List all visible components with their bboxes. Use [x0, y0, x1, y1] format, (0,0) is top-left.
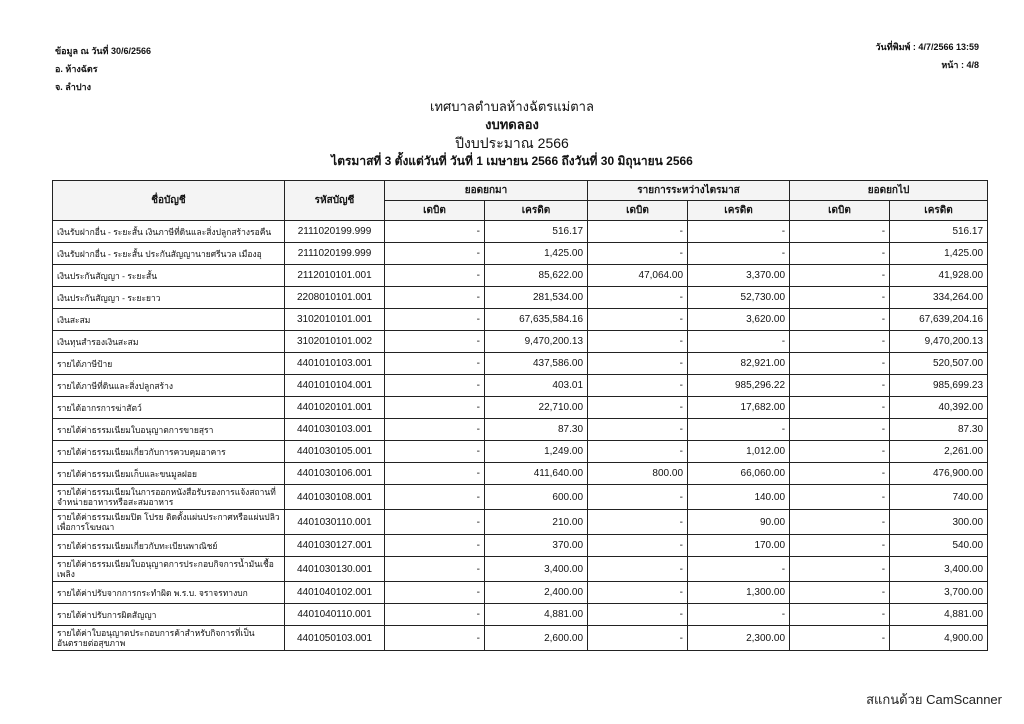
- bf-credit: 370.00: [485, 535, 588, 557]
- bf-debit: -: [385, 331, 485, 353]
- period-debit: -: [588, 441, 688, 463]
- cf-debit: -: [790, 535, 890, 557]
- report-meta-right: [876, 38, 980, 74]
- cf-credit: 476,900.00: [890, 463, 988, 485]
- cf-credit: 87.30: [890, 419, 988, 441]
- cf-credit: 2,261.00: [890, 441, 988, 463]
- bf-debit: -: [385, 510, 485, 535]
- cf-debit: -: [790, 265, 890, 287]
- period-credit: 82,921.00: [688, 353, 790, 375]
- period-debit: -: [588, 535, 688, 557]
- account-code: 4401030108.001: [285, 485, 385, 510]
- bf-credit: 1,249.00: [485, 441, 588, 463]
- account-code: 4401010103.001: [285, 353, 385, 375]
- data-date: ข้อมูล ณ วันที่ 30/6/2566: [55, 46, 152, 56]
- account-name: รายได้ค่าธรรมเนียมปิด โปรย ติดตั้งแผ่นประกาศหรือแผ่นปลิวเพื่อการโฆษณา: [53, 510, 285, 535]
- table-row: [53, 221, 988, 243]
- period-credit: 3,370.00: [688, 265, 790, 287]
- account-code: 3102010101.002: [285, 331, 385, 353]
- table-row: [53, 287, 988, 309]
- bf-credit: 437,586.00: [485, 353, 588, 375]
- bf-debit: -: [385, 243, 485, 265]
- bf-debit: -: [385, 265, 485, 287]
- cf-debit: -: [790, 582, 890, 604]
- header-during-period: รายการระหว่างไตรมาส: [588, 181, 790, 201]
- cf-credit: 516.17: [890, 221, 988, 243]
- table-row: [53, 485, 988, 510]
- cf-credit: 985,699.23: [890, 375, 988, 397]
- bf-debit: -: [385, 309, 485, 331]
- cf-credit: 1,425.00: [890, 243, 988, 265]
- bf-debit: -: [385, 287, 485, 309]
- period-credit: -: [688, 604, 790, 626]
- period-debit: -: [588, 221, 688, 243]
- cf-credit: 540.00: [890, 535, 988, 557]
- header-carried-forward: ยอดยกไป: [790, 181, 988, 201]
- cf-credit: 300.00: [890, 510, 988, 535]
- period-credit: 1,012.00: [688, 441, 790, 463]
- table-row: [53, 309, 988, 331]
- cf-debit: -: [790, 243, 890, 265]
- period-debit: -: [588, 626, 688, 651]
- period-debit: -: [588, 331, 688, 353]
- header-p-credit: เครดิต: [688, 201, 790, 221]
- period-credit: 52,730.00: [688, 287, 790, 309]
- bf-credit: 85,622.00: [485, 265, 588, 287]
- header-cf-debit: เดบิต: [790, 201, 890, 221]
- bf-debit: -: [385, 353, 485, 375]
- table-row: [53, 626, 988, 651]
- bf-credit: 4,881.00: [485, 604, 588, 626]
- account-code: 4401030110.001: [285, 510, 385, 535]
- period-credit: 985,296.22: [688, 375, 790, 397]
- cf-credit: 4,881.00: [890, 604, 988, 626]
- table-row: [53, 604, 988, 626]
- account-name: รายได้ค่าธรรมเนียมใบอนุญาตการขายสุรา: [53, 419, 285, 441]
- account-code: 4401020101.001: [285, 397, 385, 419]
- account-code: 4401010104.001: [285, 375, 385, 397]
- period-debit: -: [588, 557, 688, 582]
- table-row: [53, 331, 988, 353]
- account-name: เงินรับฝากอื่น - ระยะสั้น เงินภาษีที่ดินและสิ่งปลูกสร้างรอคืน: [53, 221, 285, 243]
- bf-credit: 87.30: [485, 419, 588, 441]
- period-credit: -: [688, 557, 790, 582]
- period-debit: -: [588, 604, 688, 626]
- table-row: [53, 419, 988, 441]
- period-debit: -: [588, 353, 688, 375]
- period-credit: 17,682.00: [688, 397, 790, 419]
- period-credit: 3,620.00: [688, 309, 790, 331]
- period-credit: -: [688, 331, 790, 353]
- bf-credit: 67,635,584.16: [485, 309, 588, 331]
- bf-debit: -: [385, 397, 485, 419]
- account-code: 4401030105.001: [285, 441, 385, 463]
- camscanner-watermark: สแกนด้วย CamScanner: [866, 692, 1002, 707]
- header-cf-credit: เครดิต: [890, 201, 988, 221]
- cf-credit: 520,507.00: [890, 353, 988, 375]
- account-name: รายได้ค่าใบอนุญาตประกอบการค้าสำหรับกิจการที่เป็นอันตรายต่อสุขภาพ: [53, 626, 285, 651]
- period-credit: -: [688, 419, 790, 441]
- trial-balance-table: [52, 180, 988, 651]
- bf-credit: 3,400.00: [485, 557, 588, 582]
- account-name: รายได้อากรการฆ่าสัตว์: [53, 397, 285, 419]
- period-debit: -: [588, 243, 688, 265]
- account-name: รายได้ค่าปรับการผิดสัญญา: [53, 604, 285, 626]
- bf-credit: 210.00: [485, 510, 588, 535]
- account-name: รายได้ค่าธรรมเนียมเกี่ยวกับทะเบียนพาณิชย์: [53, 535, 285, 557]
- bf-credit: 1,425.00: [485, 243, 588, 265]
- bf-debit: -: [385, 582, 485, 604]
- cf-debit: -: [790, 441, 890, 463]
- account-name: เงินสะสม: [53, 309, 285, 331]
- fiscal-year: ปีงบประมาณ 2566: [455, 135, 569, 151]
- report-title-block: [0, 98, 1024, 170]
- bf-credit: 2,600.00: [485, 626, 588, 651]
- account-code: 2111020199.999: [285, 243, 385, 265]
- cf-credit: 4,900.00: [890, 626, 988, 651]
- cf-debit: -: [790, 309, 890, 331]
- bf-credit: 281,534.00: [485, 287, 588, 309]
- cf-credit: 40,392.00: [890, 397, 988, 419]
- cf-credit: 3,700.00: [890, 582, 988, 604]
- bf-debit: -: [385, 221, 485, 243]
- bf-debit: -: [385, 557, 485, 582]
- period-debit: -: [588, 375, 688, 397]
- period-credit: -: [688, 243, 790, 265]
- cf-debit: -: [790, 221, 890, 243]
- account-code: 2111020199.999: [285, 221, 385, 243]
- cf-debit: -: [790, 485, 890, 510]
- bf-debit: -: [385, 375, 485, 397]
- district: อ. ห้างฉัตร: [55, 64, 98, 74]
- account-code: 2208010101.001: [285, 287, 385, 309]
- table-row: [53, 375, 988, 397]
- bf-debit: -: [385, 441, 485, 463]
- cf-debit: -: [790, 419, 890, 441]
- account-code: 4401040110.001: [285, 604, 385, 626]
- account-name: เงินรับฝากอื่น - ระยะสั้น ประกันสัญญานายศรีนวล เมืองอุ: [53, 243, 285, 265]
- bf-credit: 9,470,200.13: [485, 331, 588, 353]
- cf-debit: -: [790, 397, 890, 419]
- table-row: [53, 510, 988, 535]
- header-brought-forward: ยอดยกมา: [385, 181, 588, 201]
- period-credit: 1,300.00: [688, 582, 790, 604]
- period-credit: 2,300.00: [688, 626, 790, 651]
- organization-name: เทศบาลตำบลห้างฉัตรแม่ตาล: [430, 99, 594, 114]
- page-number: หน้า : 4/8: [941, 60, 979, 70]
- account-name: เงินประกันสัญญา - ระยะยาว: [53, 287, 285, 309]
- bf-credit: 516.17: [485, 221, 588, 243]
- table-row: [53, 353, 988, 375]
- table-row: [53, 441, 988, 463]
- period-debit: -: [588, 309, 688, 331]
- header-account-code: รหัสบัญชี: [285, 181, 385, 221]
- period-debit: -: [588, 485, 688, 510]
- account-name: รายได้ภาษีป้าย: [53, 353, 285, 375]
- table-row: [53, 397, 988, 419]
- bf-credit: 600.00: [485, 485, 588, 510]
- period-credit: 170.00: [688, 535, 790, 557]
- cf-credit: 334,264.00: [890, 287, 988, 309]
- account-code: 4401050103.001: [285, 626, 385, 651]
- cf-debit: -: [790, 604, 890, 626]
- bf-debit: -: [385, 535, 485, 557]
- cf-debit: -: [790, 331, 890, 353]
- period-debit: -: [588, 287, 688, 309]
- bf-debit: -: [385, 604, 485, 626]
- cf-debit: -: [790, 287, 890, 309]
- table-row: [53, 265, 988, 287]
- print-date: วันที่พิมพ์ : 4/7/2566 13:59: [875, 42, 979, 52]
- account-code: 4401040102.001: [285, 582, 385, 604]
- bf-credit: 411,640.00: [485, 463, 588, 485]
- cf-credit: 67,639,204.16: [890, 309, 988, 331]
- account-code: 2112010101.001: [285, 265, 385, 287]
- period-debit: 47,064.00: [588, 265, 688, 287]
- bf-credit: 403.01: [485, 375, 588, 397]
- header-row-1: [53, 181, 988, 201]
- bf-credit: 22,710.00: [485, 397, 588, 419]
- cf-debit: -: [790, 626, 890, 651]
- account-name: รายได้ภาษีที่ดินและสิ่งปลูกสร้าง: [53, 375, 285, 397]
- period-credit: 66,060.00: [688, 463, 790, 485]
- account-code: 4401030130.001: [285, 557, 385, 582]
- header-account-name: ชื่อบัญชี: [53, 181, 285, 221]
- period-credit: 140.00: [688, 485, 790, 510]
- account-code: 4401030103.001: [285, 419, 385, 441]
- report-period: ไตรมาสที่ 3 ตั้งแต่วันที่ วันที่ 1 เมษายน 2566 ถึงวันที่ 30 มิถุนายน 2566: [331, 154, 693, 168]
- cf-debit: -: [790, 510, 890, 535]
- cf-debit: -: [790, 353, 890, 375]
- account-code: 4401030127.001: [285, 535, 385, 557]
- bf-debit: -: [385, 463, 485, 485]
- account-name: เงินประกันสัญญา - ระยะสั้น: [53, 265, 285, 287]
- table-row: [53, 535, 988, 557]
- period-credit: 90.00: [688, 510, 790, 535]
- cf-credit: 41,928.00: [890, 265, 988, 287]
- account-name: รายได้ค่าธรรมเนียมใบอนุญาตการประกอบกิจการน้ำมันเชื้อเพลิง: [53, 557, 285, 582]
- account-name: รายได้ค่าธรรมเนียมเกี่ยวกับการควบคุมอาคาร: [53, 441, 285, 463]
- account-name: รายได้ค่าธรรมเนียมในการออกหนังสือรับรองการแจ้งสถานที่จำหน่ายอาหารหรือสะสมอาหาร: [53, 485, 285, 510]
- report-name: งบทดลอง: [485, 117, 539, 132]
- cf-debit: -: [790, 557, 890, 582]
- period-debit: -: [588, 582, 688, 604]
- header-bf-credit: เครดิต: [485, 201, 588, 221]
- bf-debit: -: [385, 485, 485, 510]
- report-meta-left: [55, 42, 151, 96]
- cf-debit: -: [790, 463, 890, 485]
- account-code: 4401030106.001: [285, 463, 385, 485]
- table-row: [53, 557, 988, 582]
- period-credit: -: [688, 221, 790, 243]
- table-row: [53, 243, 988, 265]
- cf-debit: -: [790, 375, 890, 397]
- period-debit: -: [588, 397, 688, 419]
- cf-credit: 740.00: [890, 485, 988, 510]
- bf-debit: -: [385, 626, 485, 651]
- account-name: รายได้ค่าปรับจากการกระทำผิด พ.ร.บ. จราจรทางบก: [53, 582, 285, 604]
- header-p-debit: เดบิต: [588, 201, 688, 221]
- period-debit: -: [588, 510, 688, 535]
- period-debit: -: [588, 419, 688, 441]
- account-name: รายได้ค่าธรรมเนียมเก็บและขนมูลฝอย: [53, 463, 285, 485]
- table-row: [53, 463, 988, 485]
- period-debit: 800.00: [588, 463, 688, 485]
- cf-credit: 9,470,200.13: [890, 331, 988, 353]
- account-name: เงินทุนสำรองเงินสะสม: [53, 331, 285, 353]
- header-bf-debit: เดบิต: [385, 201, 485, 221]
- account-code: 3102010101.001: [285, 309, 385, 331]
- bf-credit: 2,400.00: [485, 582, 588, 604]
- bf-debit: -: [385, 419, 485, 441]
- cf-credit: 3,400.00: [890, 557, 988, 582]
- table-row: [53, 582, 988, 604]
- province: จ. ลำปาง: [55, 82, 92, 92]
